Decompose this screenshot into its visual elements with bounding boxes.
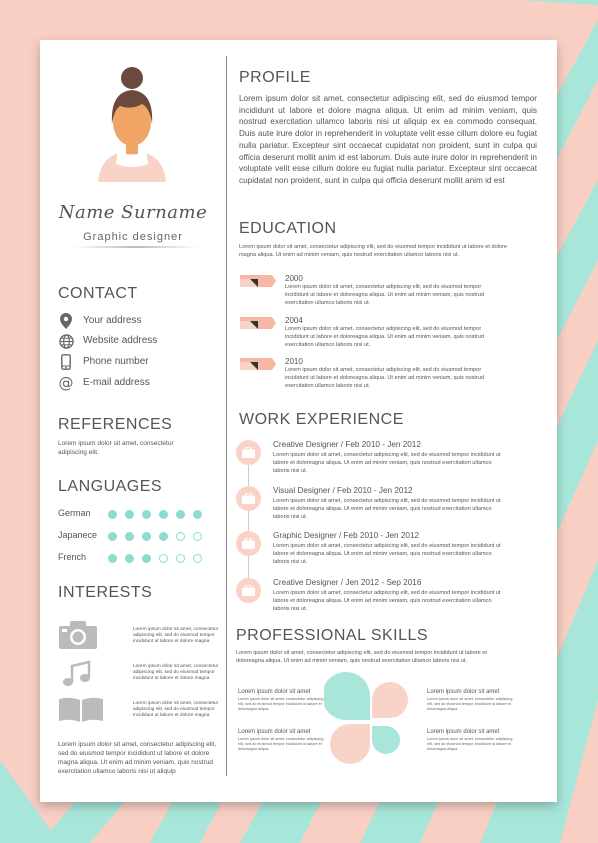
interests-heading: INTERESTS: [58, 584, 153, 601]
job-text: Lorem ipsum dolor sit amet, consectetur adipiscing elit, sed do eiusmod tempor incididunt ut labore et doloreagna aliqua. Ut enim ad minim veniam, quis nostrud exercitation ullamco laboris nisi ut.: [273, 452, 501, 474]
level-dot-filled: [159, 510, 168, 519]
work-heading: WORK EXPERIENCE: [239, 411, 404, 428]
education-intro: Lorem ipsum dolor sit amet, consectetur adipiscing elit, sed do eiusmod tempor incididunt ut labore et dolore magna aliqua. Ut enim ad minim veniam, quis nostrud exercitation ullamco laboris nisi ut.: [239, 244, 508, 258]
job-role: Graphic designer: [83, 231, 183, 243]
avatar: [96, 64, 168, 182]
level-dot-filled: [125, 532, 134, 541]
education-marker: [240, 275, 276, 287]
skills-intro: Lorem ipsum dolor sit amet, consectetur adipiscing elit, sed do eiusmod tempor incididunt ut labore et doloreagna aliqua. Ut enim ad minim veniam, quis nostrud exercitation ullamco laboris nisi ut.: [236, 650, 487, 664]
job-marker: [236, 531, 261, 556]
skill-item: [238, 729, 324, 751]
education-text: Lorem ipsum dolor sit amet, consectetur adipiscing elit, sed do eiusmod tempor incididunt ut labore et doloreagna aliqua. Ut enim ad minim veniam, quis nostrud exercitation ullamco laboris nisi ut.: [285, 284, 485, 306]
job-title: Creative Designer / Feb 2010 - Jen 2012: [273, 440, 421, 449]
references-text: Lorem ipsum dolor sit amet, consectetur adipiscing elit.: [58, 440, 174, 456]
language-level: [108, 532, 202, 541]
skill-text: Lorem ipsum dolor sit amet, consectetur adipiscing elit, sed do eiusmod tempor incididunt ut labore et doloreagna aliqua.: [427, 697, 513, 711]
level-dot-filled: [142, 554, 151, 563]
briefcase-icon: [242, 493, 255, 504]
level-dot-empty: [176, 554, 185, 563]
level-dot-filled: [142, 532, 151, 541]
globe-icon: [58, 333, 74, 349]
briefcase-icon: [242, 585, 255, 596]
person-name: Name Surname: [58, 202, 208, 223]
level-dot-empty: [176, 532, 185, 541]
contact-phone-label: Phone number: [83, 356, 149, 367]
level-dot-filled: [193, 510, 202, 519]
skill-title: Lorem ipsum dolor sit amet: [427, 729, 500, 735]
job-marker: [236, 440, 261, 465]
contact-address: [58, 312, 142, 330]
education-marker: [240, 317, 276, 329]
level-dot-empty: [193, 532, 202, 541]
level-dot-empty: [193, 554, 202, 563]
level-dot-filled: [125, 554, 134, 563]
education-year: 2000: [285, 274, 303, 283]
education-year: 2010: [285, 357, 303, 366]
level-dot-filled: [125, 510, 134, 519]
skill-title: Lorem ipsum dolor sit amet: [427, 689, 500, 695]
language-label: French: [58, 552, 87, 562]
camera-icon: [58, 620, 98, 650]
profile-heading: PROFILE: [239, 69, 311, 86]
education-year: 2004: [285, 316, 303, 325]
briefcase-icon: [242, 538, 255, 549]
level-dot-filled: [108, 510, 117, 519]
level-dot-empty: [159, 554, 168, 563]
contact-website-label: Website address: [83, 335, 158, 346]
skill-text: Lorem ipsum dolor sit amet, consectetur adipiscing elit, sed do eiusmod tempor incididunt ut labore et doloreagna aliqua.: [238, 697, 324, 711]
job-marker: [236, 578, 261, 603]
job-marker: [236, 486, 261, 511]
skills-flower-graphic: [324, 672, 416, 772]
profile-text: Lorem ipsum dolor sit amet, consectetur adipiscing elit, sed do eiusmod tempor incididunt ut labore et dolore magna aliqua. Ut enim ad minim veniam, quis nostrud exercitation ullamco laboris nisi ut aliquip ex ea commodo consequat. Duis aute irure dolor in reprehenderit in voluptate velit esse cillum dolore eu fugiat nulla pariatur. Excepteur sint occaecat cupidatat non proident, sunt in culpa qui officia deserunt mollit anim id est laborum. Duis aute irure dolor in reprehenderit in voluptate velit esse cillum dolore eu fugiat nulla pariatur. Excepteur sint occaecat cupidatat non proident, sunt in culpa qui officia deserunt mollit anim id est: [239, 94, 537, 185]
contact-heading: CONTACT: [58, 285, 138, 302]
interests-text: Lorem ipsum dolor sit amet, consectetur adipiscing elit, sed do eiusmod tempor incididunt ut labore et dolore magna aliqua. Ut enim ad minim veniam, quis nostrud exercitation ullamco laboris nisi ut aliquip: [58, 741, 217, 775]
level-dot-filled: [108, 532, 117, 541]
language-level: [108, 510, 202, 519]
contact-email-label: E-mail address: [83, 377, 150, 388]
music-note-icon: [62, 660, 92, 688]
skill-title: Lorem ipsum dolor sit amet: [238, 729, 311, 735]
level-dot-filled: [159, 532, 168, 541]
book-icon: [58, 697, 104, 723]
contact-phone: [58, 353, 149, 371]
briefcase-icon: [242, 447, 255, 458]
skill-title: Lorem ipsum dolor sit amet: [238, 689, 311, 695]
skills-heading: PROFESSIONAL SKILLS: [236, 627, 429, 644]
language-level: [108, 554, 202, 563]
phone-icon: [58, 354, 74, 370]
education-heading: EDUCATION: [239, 220, 337, 237]
level-dot-filled: [108, 554, 117, 563]
contact-address-label: Your address: [83, 315, 142, 326]
skill-item: [427, 729, 513, 751]
job-text: Lorem ipsum dolor sit amet, consectetur adipiscing elit, sed do eiusmod tempor incididunt ut labore et doloreagna aliqua. Ut enim ad minim veniam, quis nostrud exercitation ullamco laboris nisi ut.: [273, 590, 501, 612]
interest-text: Lorem ipsum dolor sit amet, consectetur adipiscing elit, sed do eiusmod tempor incididunt ut labore et dolore magna: [133, 664, 219, 682]
role-underline: [74, 246, 198, 248]
job-text: Lorem ipsum dolor sit amet, consectetur adipiscing elit, sed do eiusmod tempor incididunt ut labore et doloreagna aliqua. Ut enim ad minim veniam, quis nostrud exercitation ullamco laboris nisi ut.: [273, 543, 501, 565]
level-dot-filled: [142, 510, 151, 519]
skill-item: [427, 689, 513, 711]
map-pin-icon: [58, 313, 74, 329]
references-heading: REFERENCES: [58, 416, 173, 433]
job-title: Creative Designer / Jen 2012 - Sep 2016: [273, 578, 422, 587]
contact-website[interactable]: [58, 332, 158, 350]
language-label: German: [58, 508, 91, 518]
skill-text: Lorem ipsum dolor sit amet, consectetur adipiscing elit, sed do eiusmod tempor incididunt ut labore et doloreagna aliqua.: [427, 737, 513, 751]
education-marker: [240, 358, 276, 370]
job-title: Visual Designer / Feb 2010 - Jen 2012: [273, 486, 413, 495]
at-icon: @: [58, 374, 74, 392]
contact-email[interactable]: [58, 374, 150, 392]
job-title: Graphic Designer / Feb 2010 - Jen 2012: [273, 531, 420, 540]
column-divider: [226, 56, 227, 776]
education-text: Lorem ipsum dolor sit amet, consectetur adipiscing elit, sed do eiusmod tempor incididunt ut labore et doloreagna aliqua. Ut enim ad minim veniam, quis nostrud exercitation ullamco laboris nisi ut.: [285, 326, 485, 348]
resume-page: [40, 40, 557, 802]
job-text: Lorem ipsum dolor sit amet, consectetur adipiscing elit, sed do eiusmod tempor incididunt ut labore et doloreagna aliqua. Ut enim ad minim veniam, quis nostrud exercitation ullamco laboris nisi ut.: [273, 498, 501, 520]
languages-heading: LANGUAGES: [58, 478, 163, 495]
skill-item: [238, 689, 324, 711]
education-text: Lorem ipsum dolor sit amet, consectetur adipiscing elit, sed do eiusmod tempor incididunt ut labore et doloreagna aliqua. Ut enim ad minim veniam, quis nostrud exercitation ullamco laboris nisi ut.: [285, 367, 485, 389]
interest-text: Lorem ipsum dolor sit amet, consectetur adipiscing elit, sed do eiusmod tempor incididunt ut labore et dolore magna: [133, 627, 219, 645]
level-dot-filled: [176, 510, 185, 519]
interest-text: Lorem ipsum dolor sit amet, consectetur adipiscing elit, sed do eiusmod tempor incididunt ut labore et dolore magna: [133, 701, 219, 719]
skill-text: Lorem ipsum dolor sit amet, consectetur adipiscing elit, sed do eiusmod tempor incididunt ut labore et doloreagna aliqua.: [238, 737, 324, 751]
language-label: Japanece: [58, 530, 98, 540]
